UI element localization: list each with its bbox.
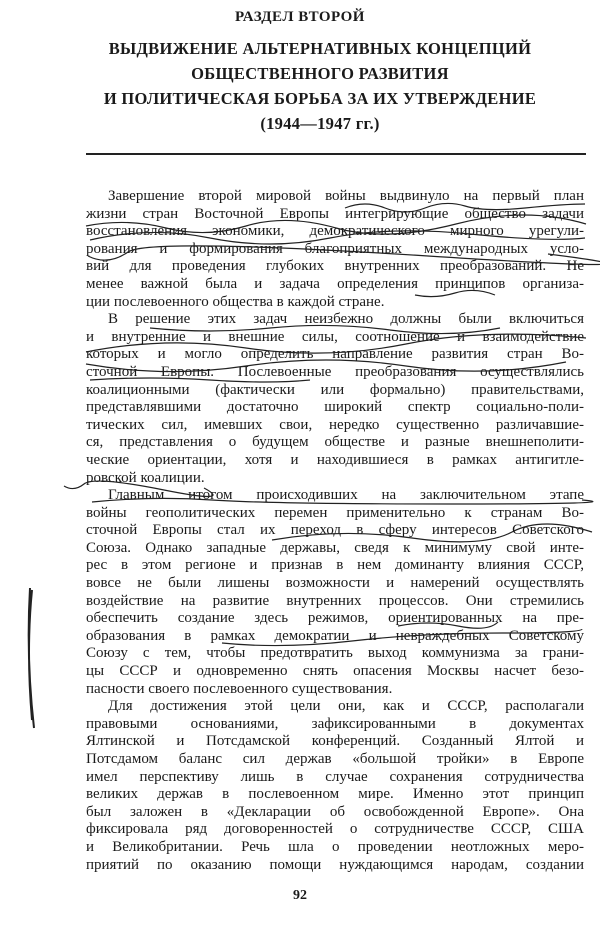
text-line: правовыми основаниями, зафиксированными в документах bbox=[86, 715, 584, 732]
text-line: тических сил, имевших свои, нередко существенно различавшие- bbox=[86, 416, 584, 433]
title-years: (1944—1947 гг.) bbox=[260, 114, 380, 133]
text-line: и Великобритании. Речь шла о проведении неотложных меро- bbox=[86, 838, 584, 855]
text-line: восстановления экономики, демократического мирного урегули- bbox=[86, 223, 584, 240]
text-line: и внутренние и внешние силы, соотношение и взаимодействие bbox=[86, 328, 584, 345]
text-line: Союза. Однако западные державы, сведя к минимуму свой инте- bbox=[86, 539, 584, 556]
text-line: Главным итогом происходивших на заключительном этапе bbox=[108, 487, 584, 504]
title-line: ВЫДВИЖЕНИЕ АЛЬТЕРНАТИВНЫХ КОНЦЕПЦИЙ bbox=[108, 39, 532, 58]
paragraph bbox=[86, 487, 584, 698]
text-line: Завершение второй мировой войны выдвинуло на первый план bbox=[108, 188, 584, 204]
text-line: воздействие на развитие внутренних процессов. Они стремились bbox=[86, 592, 584, 609]
text-line: рес в этом регионе и признав в нем доминанту влияния СССР, bbox=[86, 557, 584, 574]
text-line: жизни стран Восточной Европы интегрирующие общество задачи bbox=[86, 205, 584, 222]
paragraph bbox=[86, 188, 584, 311]
section-heading: РАЗДЕЛ ВТОРОЙ bbox=[235, 9, 365, 25]
title-divider bbox=[86, 153, 586, 155]
text-line: цы СССР и одновременно снять опасения Москвы насчет безо- bbox=[86, 663, 584, 680]
chapter-title bbox=[40, 36, 600, 136]
text-line: был заложен в «Декларации об освобожденной Европе». Она bbox=[86, 803, 584, 820]
text-line: ции послевоенного общества в каждой стране. bbox=[86, 293, 385, 310]
text-line: имел перспективу лишь в случае сохранения сотрудничества bbox=[86, 768, 584, 785]
text-line: вий для проведения глубоких внутренних преобразований. Не bbox=[86, 258, 584, 275]
text-line: обеспечить создание здесь режимов, ориентированных на пре- bbox=[86, 610, 584, 627]
text-line: войны геополитических перемен применительно к странам Во- bbox=[86, 504, 584, 521]
text-line: рования и формирования благоприятных международных усло- bbox=[86, 240, 584, 257]
body-text bbox=[86, 188, 584, 874]
text-line: великих держав в послевоенном мире. Именно этот принцип bbox=[86, 786, 584, 803]
text-line: ся, представления о будущем обществе и разные внешнеполити- bbox=[86, 434, 584, 451]
paragraph bbox=[86, 311, 584, 487]
text-line: приятий по оказанию помощи нуждающимся народам, создании bbox=[86, 856, 584, 873]
text-line: образования в рамках демократии и невраждебных Советскому bbox=[86, 627, 584, 644]
title-line: ОБЩЕСТВЕННОГО РАЗВИТИЯ bbox=[191, 64, 449, 83]
text-line: В решение этих задач неизбежно должны были включиться bbox=[108, 311, 584, 328]
side-bracket-mark bbox=[29, 588, 34, 728]
text-line: фиксировала ряд договоренностей о сотрудничестве СССР, США bbox=[86, 821, 584, 838]
text-line: Ялтинской и Потсдамской конференций. Созданный Ялтой и bbox=[86, 733, 584, 750]
text-line: пасности своего послевоенного существования. bbox=[86, 680, 393, 697]
text-line: вовсе не были лишены возможности и намерений осуществлять bbox=[86, 575, 584, 592]
text-line: сточной Европы. Послевоенные преобразования осуществлялись bbox=[86, 363, 584, 380]
text-line: коалиционными (фактически или формально) правительствами, bbox=[86, 381, 584, 398]
text-line: представлявшими достаточно широкий спектр социально-поли- bbox=[86, 399, 584, 416]
text-line: сточной Европы стал их переход в сферу интересов Советского bbox=[86, 522, 584, 539]
text-line: Потсдамом баланс сил держав «большой тройки» в Европе bbox=[86, 751, 584, 767]
text-line: которых и могло определить направление развития стран Во- bbox=[86, 346, 584, 363]
text-line: ческие ориентации, хотя и находившиеся в рамках антигитле- bbox=[86, 451, 584, 468]
text-line: Для достижения этой цели они, как и СССР, располагали bbox=[108, 698, 584, 715]
page-number: 92 bbox=[293, 888, 307, 903]
text-line: Союзу с тем, чтобы предотвратить выход коммунизма за грани- bbox=[86, 645, 584, 662]
text-line: ровской коалиции. bbox=[86, 469, 205, 486]
title-line: И ПОЛИТИЧЕСКАЯ БОРЬБА ЗА ИХ УТВЕРЖДЕНИЕ bbox=[103, 89, 537, 108]
paragraph bbox=[86, 698, 584, 874]
text-line: менее важной была и задача определения принципов организа- bbox=[86, 275, 584, 292]
